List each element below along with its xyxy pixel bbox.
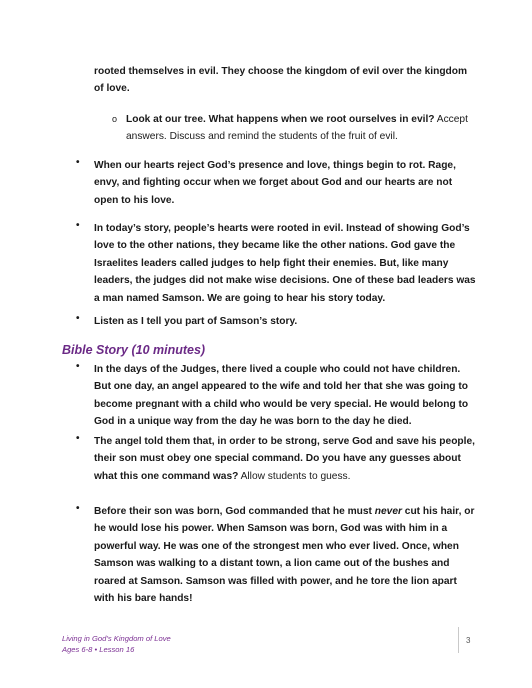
emphasis-never: never (374, 506, 402, 517)
bullet-marker: • (76, 313, 80, 324)
bullet-text: In today’s story, people’s hearts were rooted in evil. Instead of showing God’s love to the other nations, they became like the other nations. God gave the Israelites leaders called judges to help fight their enemies. But, like many leaders, the judges did not make wise decisions. One of these bad leaders was a man named Samson. We are going to hear his story today. (94, 223, 476, 304)
bullet-marker: • (76, 503, 80, 514)
bullet-item-judges (76, 361, 476, 431)
bullet-marker: • (76, 433, 80, 444)
sub-item-bold-text: Look at our tree. What happens when we root ourselves in evil? (126, 114, 435, 125)
sub-bullet-marker: o (112, 114, 118, 124)
bullet-text: In the days of the Judges, there lived a couple who could not have children. But one day, an angel appeared to the wife and told her that she was going to become pregnant with a child who would be very special. He would belong to God in a unique way from the day he was born to the day he died. (94, 364, 469, 428)
bullet-marker: • (76, 361, 80, 372)
bullet-bold-text: The angel told them that, in order to be strong, serve God and save his people, their son must obey one special command. Do you have any guesses about what this one command was? (94, 436, 475, 482)
bullet-text: Listen as I tell you part of Samson’s story. (94, 316, 298, 327)
bullet-item-rot (76, 157, 476, 209)
footer-age-lesson: Ages 6-8 • Lesson 16 (62, 645, 135, 654)
footer-divider (458, 627, 459, 653)
sub-list-item (112, 111, 482, 146)
page-number: 3 (466, 636, 471, 645)
bullet-item-samson-born (76, 503, 476, 607)
section-heading-bible-story: Bible Story (10 minutes) (62, 343, 206, 357)
bullet-item-today-story (76, 220, 476, 307)
bullet-text: When our hearts reject God’s presence and love, things begin to rot. Rage, envy, and fighting occur when we forget about God and our hearts are not open to his love. (94, 160, 456, 206)
bullet-text-end: cut his hair, or he would lose his power. When Samson was born, God was with him in a powerful way. He was one of the strongest men who ever lived. Once, when Samson was walking to a distant town, a lion came out of the bushes and roared at Samson. Samson was filled with power, and he tore the lion apart with his bare hands! (94, 506, 475, 605)
bullet-instruction-text: Allow students to guess. (238, 470, 351, 482)
continuation-paragraph: rooted themselves in evil. They choose the kingdom of evil over the kingdom of love. (94, 66, 468, 95)
sub-item-text: Accept answers. Discuss and remind the students of the fruit of evil. (126, 114, 468, 143)
bullet-item-angel (76, 433, 476, 485)
bullet-marker: • (76, 220, 80, 231)
bullet-text-start: Before their son was born, God commanded that he must (94, 506, 375, 517)
bullet-item-listen (76, 313, 476, 330)
footer-course-info (62, 633, 171, 655)
bullet-marker: • (76, 157, 80, 168)
footer-course-title: Living in God’s Kingdom of Love (62, 634, 171, 643)
